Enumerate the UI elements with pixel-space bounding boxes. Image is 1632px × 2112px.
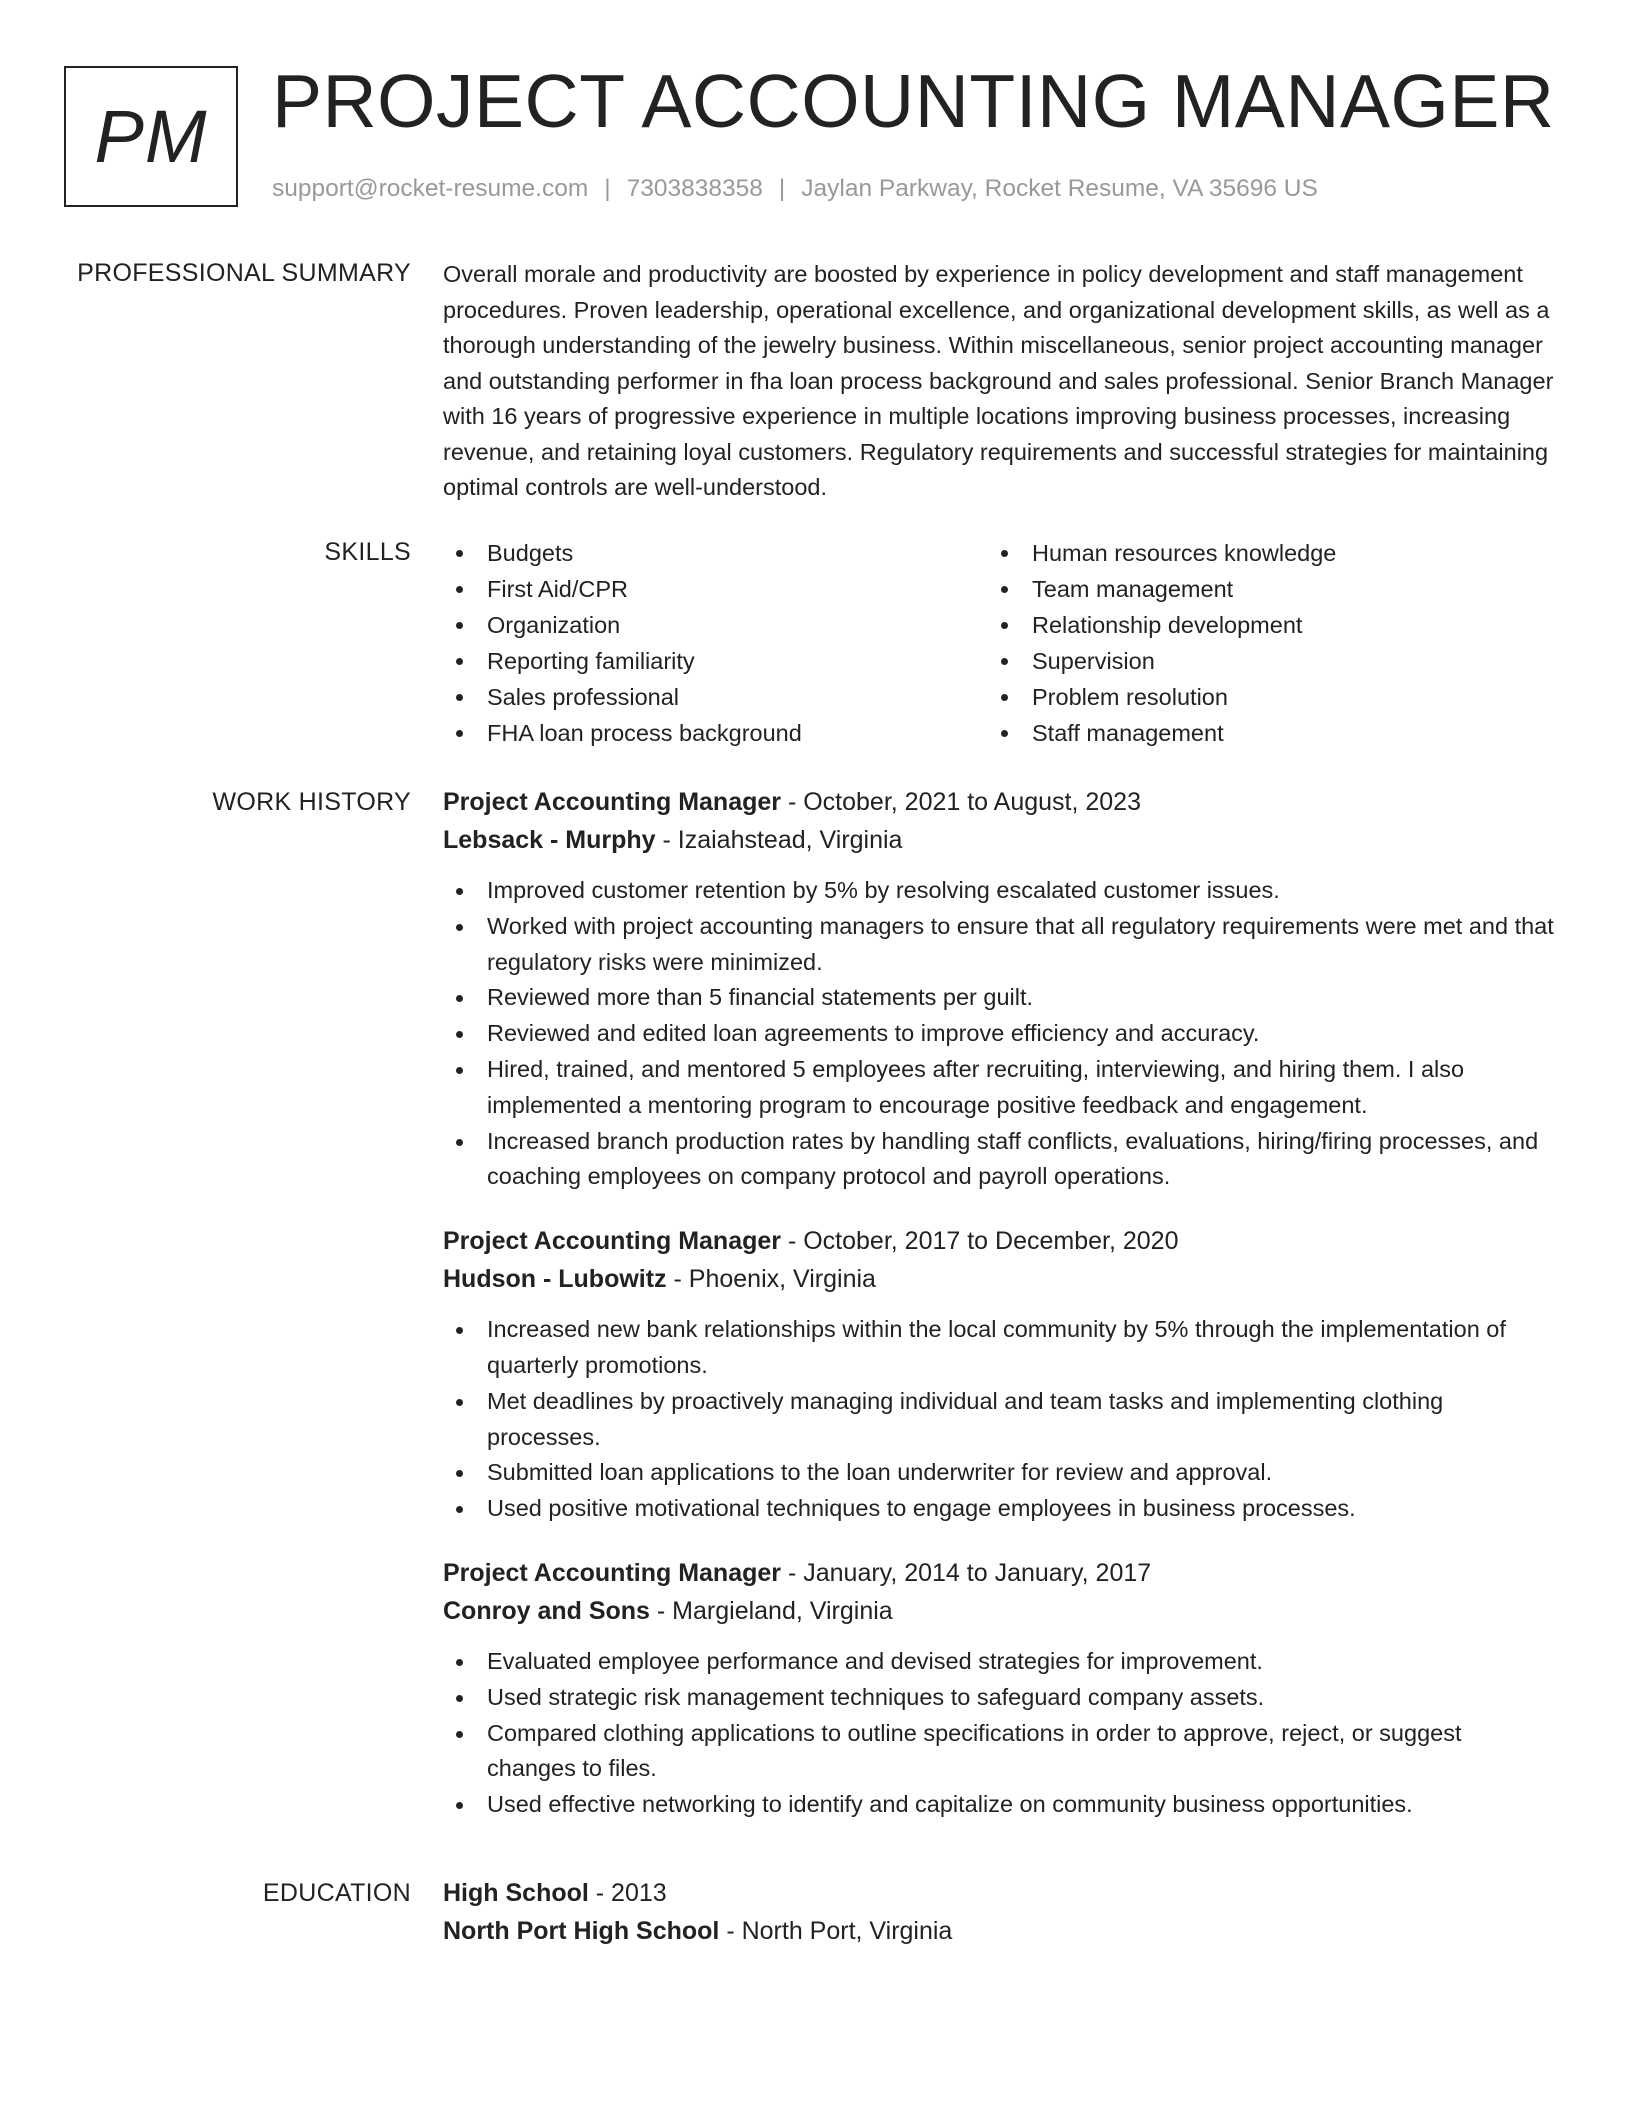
job-role: Project Accounting Manager [443, 1227, 782, 1256]
education-heading: EDUCATION [262, 1879, 411, 1907]
education-degree-line [443, 1874, 1555, 1912]
resume-title: PROJECT ACCOUNTING MANAGER [272, 59, 1555, 143]
summary-body [443, 257, 1555, 506]
education-school: North Port High School [443, 1917, 720, 1945]
job-dates: - October, 2017 to December, 2020 [781, 1227, 1179, 1256]
job-bullet: Reviewed more than 5 financial statements per guilt. [443, 980, 1555, 1016]
work-heading: WORK HISTORY [212, 788, 411, 816]
education-degree: High School [443, 1879, 589, 1907]
job-bullet: Met deadlines by proactively managing individual and team tasks and implementing clothing processes. [443, 1384, 1555, 1456]
job-bullet: Used positive motivational techniques to engage employees in business processes. [443, 1491, 1555, 1527]
job-entry [443, 1554, 1555, 1823]
job-bullets [443, 1644, 1555, 1823]
job-bullet: Improved customer retention by 5% by resolving escalated customer issues. [443, 873, 1555, 909]
job-role-line [443, 783, 1555, 821]
job-bullet: Hired, trained, and mentored 5 employees after recruiting, interviewing, and hiring them. I also implemented a mentoring program to encourage positive feedback and engagement. [443, 1052, 1555, 1124]
skill-item: First Aid/CPR [443, 571, 988, 607]
job-company: Hudson - Lubowitz [443, 1265, 667, 1294]
skill-item: Relationship development [988, 607, 1533, 643]
skill-item: Team management [988, 571, 1533, 607]
contact-email[interactable]: support@rocket-resume.com [272, 175, 589, 202]
job-location: - Izaiahstead, Virginia [655, 826, 903, 854]
skills-list-right [988, 535, 1533, 751]
job-location: - Margieland, Virginia [649, 1596, 893, 1625]
monogram-box [64, 66, 238, 207]
job-company-line [443, 821, 1555, 859]
job-bullet: Increased branch production rates by handling staff conflicts, evaluations, hiring/firing processes, and coaching employees on company protocol and payroll operations. [443, 1124, 1555, 1196]
job-bullet: Compared clothing applications to outline specifications in order to approve, reject, or suggest changes to files. [443, 1716, 1555, 1788]
job-role-line [443, 1554, 1555, 1592]
job-company-line [443, 1260, 1555, 1298]
skills-columns [443, 535, 1555, 751]
contact-phone[interactable]: 7303838358 [626, 175, 763, 202]
job-dates: - January, 2014 to January, 2017 [781, 1558, 1152, 1587]
job-entry [443, 783, 1555, 1195]
job-role: Project Accounting Manager [443, 1558, 782, 1587]
job-bullets [443, 873, 1555, 1195]
summary-heading: PROFESSIONAL SUMMARY [77, 259, 411, 287]
job-bullet: Increased new bank relationships within the local community by 5% through the implementation of quarterly promotions. [443, 1312, 1555, 1384]
education-location: - North Port, Virginia [719, 1917, 953, 1945]
contact-address: Jaylan Parkway, Rocket Resume, VA 35696 US [801, 175, 1318, 202]
contact-separator: | [604, 175, 611, 202]
summary-text: Overall morale and productivity are boosted by experience in policy development and staff management procedures. Proven leadership, operational excellence, and organizational development skills, as well as a thorough understanding of the jewelry business. Within miscellaneous, senior project accounting manager and outstanding performer in fha loan process background and sales professional. Senior Branch Manager with 16 years of progressive experience in multiple locations improving business processes, increasing revenue, and retaining loyal customers. Regulatory requirements and successful strategies for maintaining optimal controls are well-understood. [443, 261, 1554, 500]
job-role-line [443, 1222, 1555, 1260]
job-bullet: Submitted loan applications to the loan underwriter for review and approval. [443, 1455, 1555, 1491]
job-bullet: Evaluated employee performance and devised strategies for improvement. [443, 1644, 1555, 1680]
job-entry [443, 1222, 1555, 1527]
job-bullet: Reviewed and edited loan agreements to improve efficiency and accuracy. [443, 1016, 1555, 1052]
skill-item: FHA loan process background [443, 715, 988, 751]
job-role: Project Accounting Manager [443, 788, 782, 816]
skill-item: Sales professional [443, 679, 988, 715]
job-company: Conroy and Sons [443, 1596, 650, 1625]
job-bullet: Worked with project accounting managers to ensure that all regulatory requirements were met and that regulatory risks were minimized. [443, 909, 1555, 981]
skill-item: Supervision [988, 643, 1533, 679]
skill-item: Staff management [988, 715, 1533, 751]
job-bullets [443, 1312, 1555, 1527]
job-bullet: Used strategic risk management techniques to safeguard company assets. [443, 1680, 1555, 1716]
contact-separator: | [778, 175, 786, 202]
skills-body [443, 535, 1555, 751]
skill-item: Budgets [443, 535, 988, 571]
skills-list-left [443, 535, 988, 751]
job-company: Lebsack - Murphy [443, 826, 656, 854]
skill-item: Human resources knowledge [988, 535, 1533, 571]
skill-item: Organization [443, 607, 988, 643]
education-year: - 2013 [588, 1879, 667, 1907]
skill-item: Problem resolution [988, 679, 1533, 715]
job-company-line [443, 1592, 1555, 1630]
job-dates: - October, 2021 to August, 2023 [781, 788, 1141, 816]
skill-item: Reporting familiarity [443, 643, 988, 679]
education-body [443, 1874, 1555, 1950]
skills-heading: SKILLS [324, 538, 411, 566]
monogram-initials: PM [94, 94, 208, 178]
contact-line [272, 172, 1318, 206]
job-location: - Phoenix, Virginia [666, 1265, 876, 1294]
job-bullet: Used effective networking to identify and capitalize on community business opportunities. [443, 1787, 1555, 1823]
education-school-line [443, 1912, 1555, 1950]
work-body [443, 783, 1555, 1850]
